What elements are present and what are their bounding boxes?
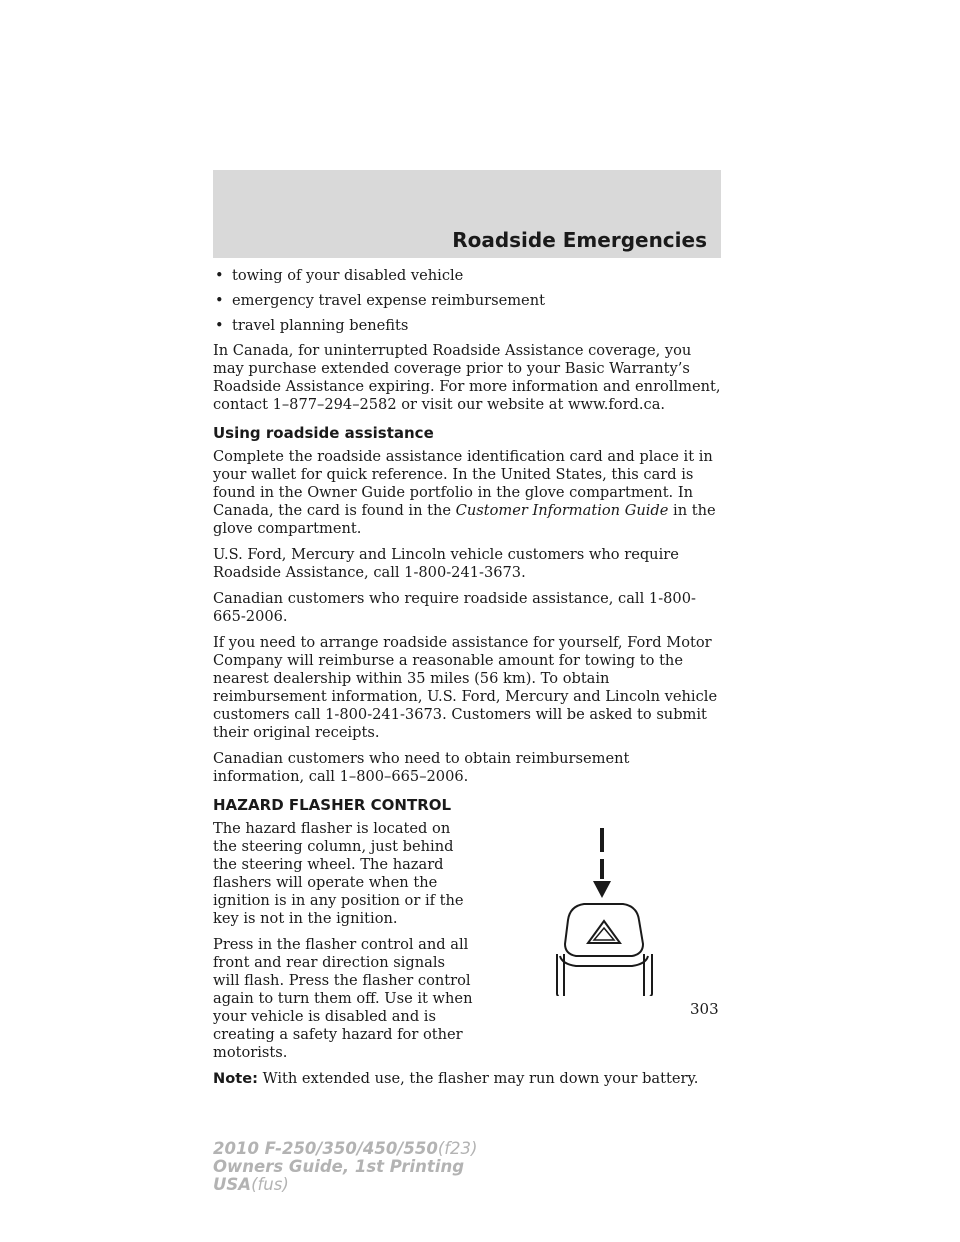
footer-line-3 [213, 1176, 478, 1194]
using-roadside-heading: Using roadside assistance [213, 424, 434, 442]
canada-coverage-paragraph: In Canada, for uninterrupted Roadside Assistance coverage, you may purchase extended coverage prior to your Basic Warranty’s Roadside Assistance expiring. For more information and enrollment, contact 1–877–294–2582 or visit our website at www.ford.ca. [213, 342, 721, 413]
bullet-icon: • [215, 292, 224, 309]
page-content [213, 267, 723, 1096]
footer [213, 1140, 478, 1194]
list-item [213, 292, 723, 310]
footer-model-code: (f23) [437, 1139, 478, 1158]
list-item-text: emergency travel expense reimbursement [232, 292, 545, 309]
footer-market-code: (fus) [251, 1175, 289, 1194]
footer-model: 2010 F-250/350/450/550 [213, 1139, 438, 1158]
note-label: Note: [213, 1070, 258, 1087]
section-title: Roadside Emergencies [452, 228, 707, 252]
footer-line-2: Owners Guide, 1st Printing [213, 1157, 465, 1176]
hazard-location-paragraph: The hazard flasher is located on the steering column, just behind the steering wheel. The hazard flashers will operate when the ignition is in any position or if the key is not in the ignition. [213, 820, 464, 927]
guide-title-italic: Customer Information Guide [455, 502, 669, 519]
footer-line-1 [213, 1140, 478, 1158]
hazard-flasher-text [213, 820, 475, 1062]
list-item [213, 267, 723, 285]
using-text-end: in the glove compartment. [213, 502, 716, 537]
us-customers-paragraph: U.S. Ford, Mercury and Lincoln vehicle customers who require Roadside Assistance, call 1-800-241-3673. [213, 546, 679, 581]
list-item-text: travel planning benefits [232, 317, 409, 334]
canadian-reimbursement-paragraph: Canadian customers who need to obtain reimbursement information, call 1–800–665–2006. [213, 750, 630, 785]
footer-market: USA [213, 1175, 252, 1194]
bullet-icon: • [215, 267, 224, 284]
page-number: 303 [690, 1000, 719, 1018]
using-roadside-paragraph [213, 448, 723, 538]
bullet-icon: • [215, 317, 224, 334]
arrange-assistance-paragraph: If you need to arrange roadside assistance for yourself, Ford Motor Company will reimburse a reasonable amount for towing to the nearest dealership within 35 miles (56 km). To obtain reimbursement information, U.S. Ford, Mercury and Lincoln vehicle customers call 1-800-241-3673. Customers will be asked to submit their original receipts. [213, 634, 718, 741]
section-header-band [213, 170, 721, 258]
canadian-customers-paragraph: Canadian customers who require roadside assistance, call 1-800-665-2006. [213, 590, 696, 625]
using-text-start: Complete the roadside assistance identification card and place it in your wallet for quick reference. In the United States, this card is found in the Owner Guide portfolio in the glove compartment. In Canada, the card is found in the [213, 448, 713, 519]
hazard-flasher-heading: HAZARD FLASHER CONTROL [213, 796, 452, 814]
list-item-text: towing of your disabled vehicle [232, 267, 464, 284]
note-paragraph [213, 1070, 723, 1088]
hazard-usage-paragraph: Press in the flasher control and all front and rear direction signals will flash. Press the flasher control again to turn them off. Use it when your vehicle is disabled and is creating a safety hazard for other motorists. [213, 936, 473, 1061]
hazard-flasher-section [213, 820, 723, 1062]
list-item [213, 317, 723, 335]
note-text: With extended use, the flasher may run down your battery. [262, 1070, 699, 1087]
hazard-flasher-button-icon [548, 826, 658, 996]
